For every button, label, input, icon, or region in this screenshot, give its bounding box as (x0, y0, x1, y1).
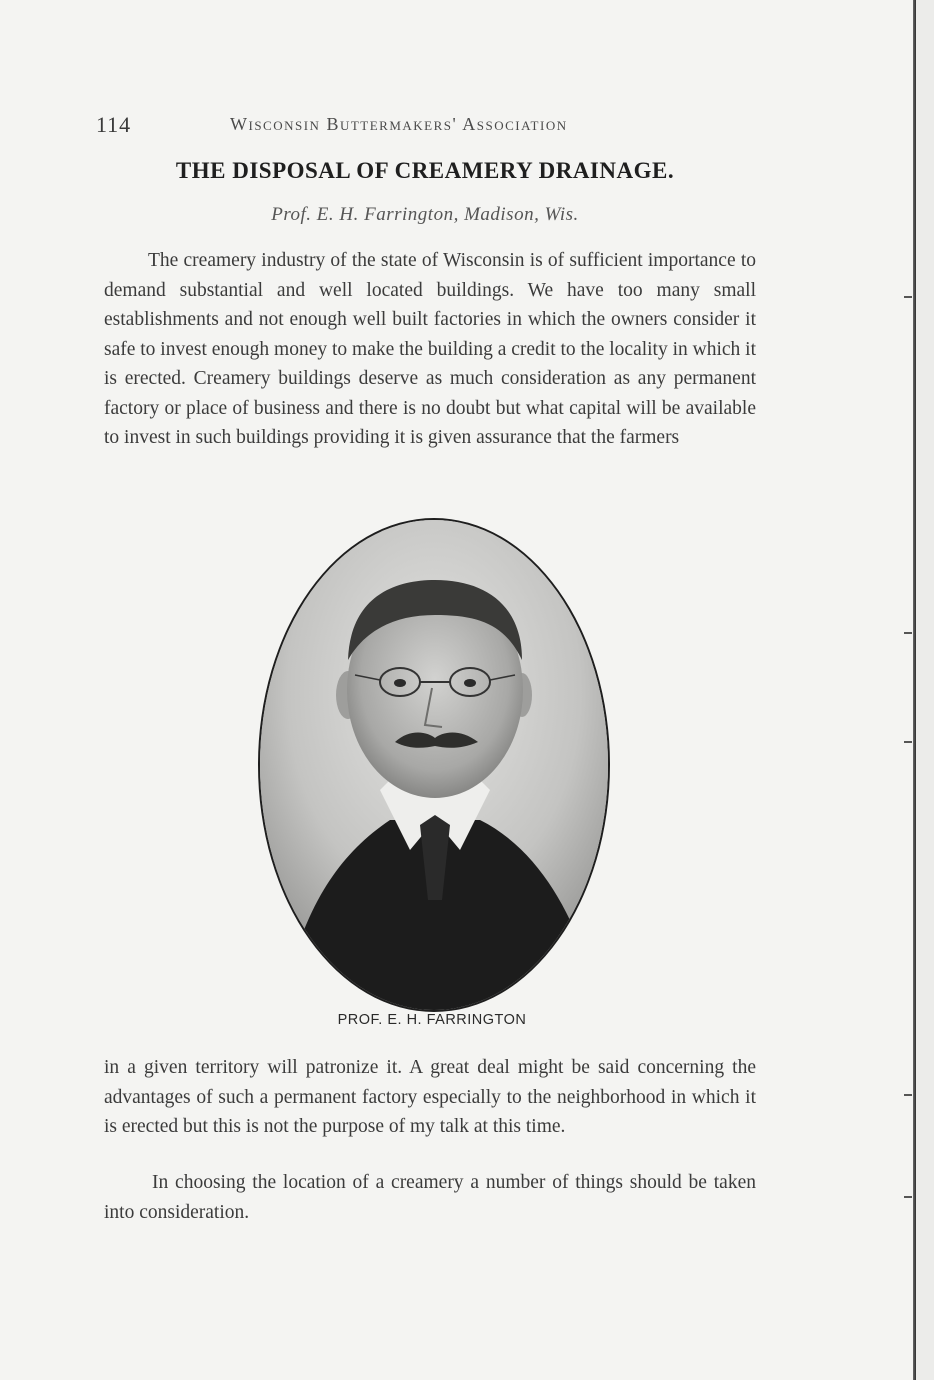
edge-mark (904, 1094, 912, 1096)
paragraph-3: In choosing the location of a creamery a number of things should be taken into consideration. (104, 1172, 756, 1223)
article-title: THE DISPOSAL OF CREAMERY DRAINAGE. (175, 158, 675, 183)
binding-edge (913, 0, 916, 1380)
edge-mark (904, 632, 912, 634)
portrait-photo (258, 518, 610, 1012)
page-number: 114 (96, 112, 132, 137)
paragraph-2: in a given territory will patronize it. A great deal might be said concerning the advantages of such a permanent factory especially to the neighborhood in which it is erected but this is not the purpose of my talk at this time. (104, 1057, 756, 1137)
edge-mark (904, 741, 912, 743)
figure-caption: PROF. E. H. FARRINGTON (337, 1012, 527, 1028)
running-head (96, 112, 656, 142)
author-line: Prof. E. H. Farrington, Madison, Wis. (271, 204, 579, 225)
journal-title: Wisconsin Buttermakers' Association (230, 114, 568, 134)
paragraph-1: The creamery industry of the state of Wisconsin is of sufficient importance to demand substantial and well located buildings. We have too many small establishments and not enough well built factories in which the owners consider it safe to invest enough money to make the building a credit to the locality in which it is erected. Creamery buildings deserve as much consideration as any permanent factory or place of business and there is no doubt but what capital will be available to invest in such buildings providing it is given assurance that the farmers (104, 250, 757, 448)
edge-mark (904, 296, 912, 298)
edge-mark (904, 1196, 912, 1198)
portrait-photo-icon (260, 520, 608, 1010)
page-margin (916, 0, 934, 1380)
